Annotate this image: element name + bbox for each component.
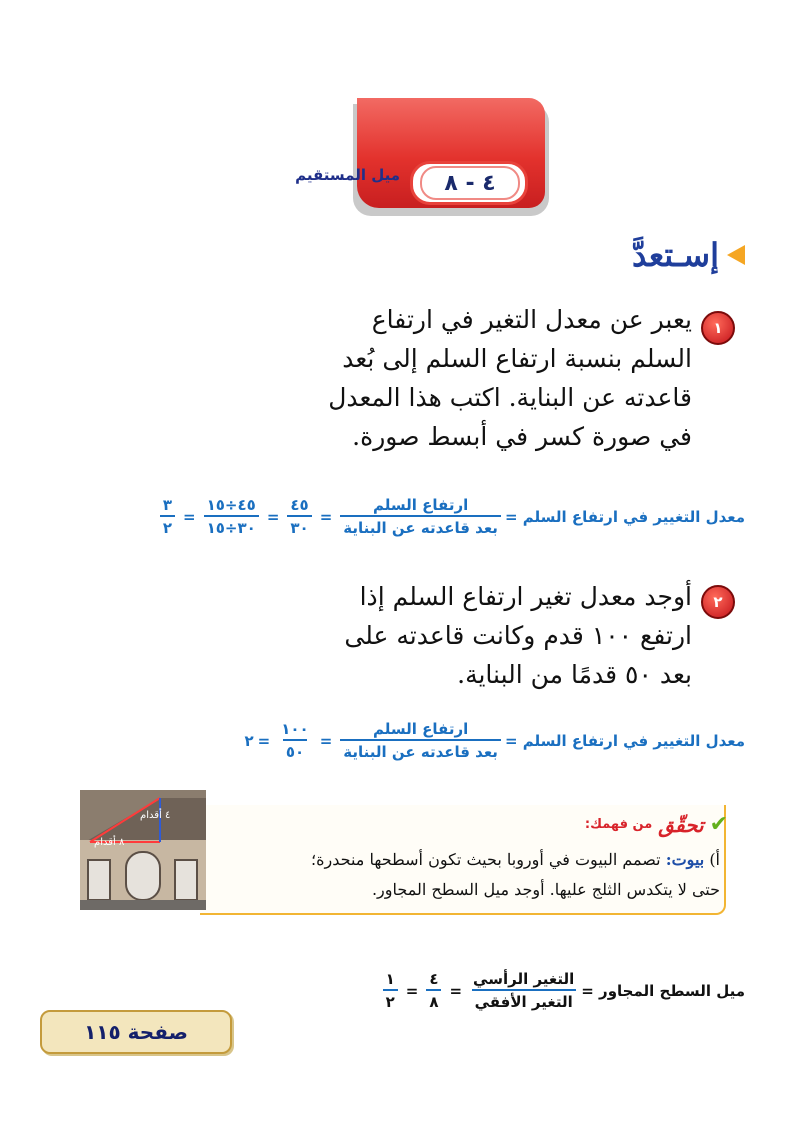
fraction — [340, 720, 501, 761]
fraction — [204, 496, 259, 537]
ready-heading-text: إسـتعدَّ — [632, 236, 719, 274]
fraction-denominator: ٥٠ — [283, 739, 307, 761]
fraction-numerator: ١٠٠ — [281, 720, 309, 738]
check-title-word: تحقّق — [658, 812, 704, 837]
fraction-denominator: بعد قاعدته عن البناية — [340, 515, 501, 537]
page-number: صفحة ١١٥ — [40, 1010, 232, 1054]
fraction-numerator: ٣ — [162, 496, 173, 514]
item-label: بيوت: — [665, 850, 705, 869]
house-roof-image — [80, 790, 206, 910]
equals-sign: = — [257, 731, 271, 750]
fraction-numerator: ٤ — [429, 970, 439, 988]
check-question-line — [290, 845, 720, 875]
fraction-numerator: ارتفاع السلم — [373, 720, 469, 738]
equals-sign: = — [405, 981, 419, 1000]
fraction-denominator: التغير الأفقي — [472, 989, 576, 1011]
fraction-numerator: ٤٥ — [290, 496, 309, 514]
fraction-denominator: ٣٠ — [287, 515, 311, 537]
fraction-numerator: ارتفاع السلم — [373, 496, 469, 514]
fraction-denominator: ٢ — [383, 989, 398, 1011]
fraction — [278, 720, 311, 761]
fraction-numerator: ٤٥÷١٥ — [206, 496, 256, 514]
question-2-badge: ٢ — [701, 585, 735, 619]
question-1-line: قاعدته عن البناية. اكتب هذا المعدل — [328, 383, 692, 412]
fraction-denominator: ٨ — [426, 989, 441, 1011]
arrow-icon — [727, 245, 745, 265]
question-1-text — [272, 300, 692, 456]
fraction — [383, 970, 398, 1011]
equals-sign: = — [183, 507, 196, 526]
check-question-line: حتى لا يتكدس الثلج عليها. أوجد ميل السطح المجاور. — [371, 880, 720, 899]
equals-sign: = — [449, 981, 463, 1000]
fraction-denominator: ٢ — [160, 515, 175, 537]
fraction-numerator: التغير الرأسي — [473, 970, 575, 988]
question-2-line: بعد ٥٠ قدمًا من البناية. — [457, 660, 692, 689]
formula-3 — [379, 970, 745, 1011]
question-2-line: أوجد معدل تغير ارتفاع السلم إذا — [359, 582, 692, 611]
fraction — [340, 496, 501, 537]
formula-1-label: معدل التغيير في ارتفاع السلم = — [504, 507, 745, 526]
lesson-title: ميل المستقيم — [295, 166, 400, 184]
ready-heading — [632, 236, 745, 274]
formula-1 — [156, 496, 745, 537]
equals-sign: = — [319, 731, 333, 750]
fraction — [160, 496, 175, 537]
equals-sign: = — [266, 507, 280, 526]
fraction — [470, 970, 577, 1011]
checkmark-icon: ✔ — [709, 812, 728, 837]
question-1-line: في صورة كسر في أبسط صورة. — [352, 422, 692, 451]
equals-sign: = — [319, 507, 333, 526]
formula-2-result: ٢ — [244, 731, 254, 750]
photo-label-horizontal: ٨ أقدام — [94, 837, 125, 848]
formula-2 — [245, 720, 746, 761]
question-2-text — [272, 577, 692, 694]
item-letter: أ) — [709, 850, 720, 869]
photo-label-vertical: ٤ أقدام — [140, 810, 171, 821]
fraction — [426, 970, 441, 1011]
fraction-numerator: ١ — [385, 970, 395, 988]
formula-3-label: ميل السطح المجاور = — [581, 981, 745, 1000]
check-subtitle: من فهمك: — [584, 817, 653, 832]
check-question — [290, 845, 720, 905]
formula-2-label: معدل التغيير في ارتفاع السلم = — [504, 731, 745, 750]
fraction-denominator: بعد قاعدته عن البناية — [340, 739, 501, 761]
check-title — [585, 812, 728, 837]
fraction-denominator: ٣٠÷١٥ — [204, 515, 259, 537]
question-1-badge: ١ — [701, 311, 735, 345]
question-1-line: يعبر عن معدل التغير في ارتفاع — [371, 305, 692, 334]
fraction — [287, 496, 311, 537]
lesson-number: ٤ - ٨ — [420, 166, 520, 200]
question-1-line: السلم بنسبة ارتفاع السلم إلى بُعد — [342, 344, 692, 373]
item-text: تصمم البيوت في أوروبا بحيث تكون أسطحها منحدرة؛ — [311, 850, 661, 869]
question-2-line: ارتفع ١٠٠ قدم وكانت قاعدته على — [344, 621, 692, 650]
house-photo — [80, 790, 206, 910]
